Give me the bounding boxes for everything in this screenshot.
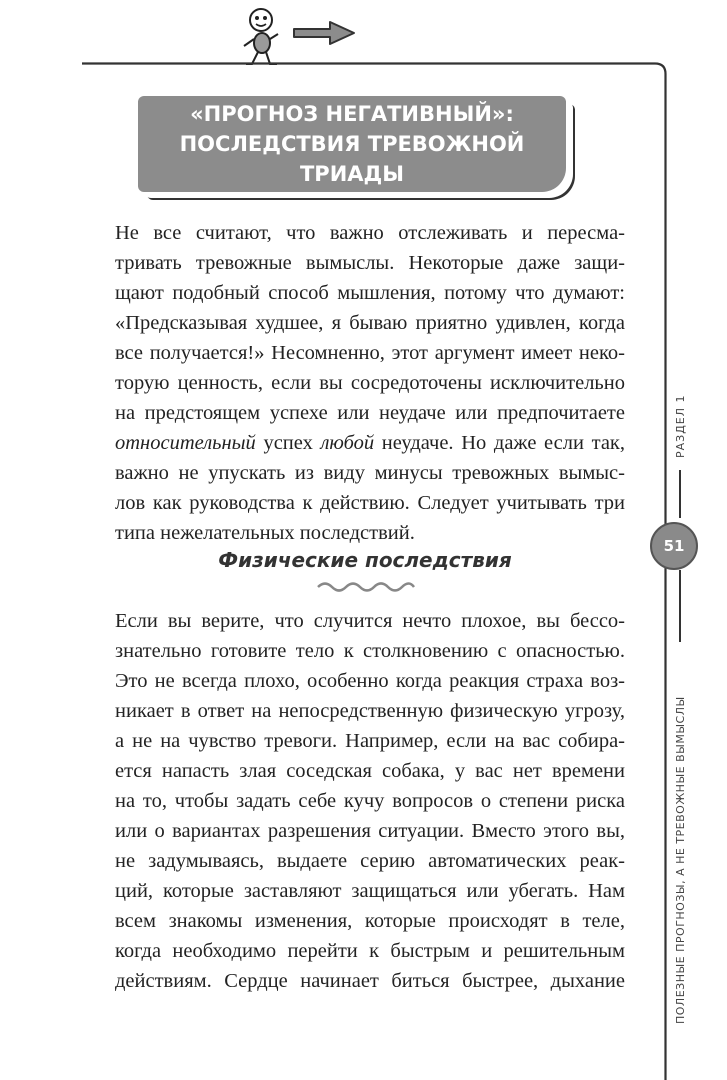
text-line: торую ценность, если вы сосредоточены исключительно [115, 372, 625, 394]
section-heading: Физические последствия [218, 548, 512, 572]
text-line: Не все считают, что важно отслеживать и пересма- [115, 222, 625, 244]
text-line: никает в ответ на непосредственную физическую угрозу, [115, 700, 625, 722]
text-line: важно не упускать из виду минусы тревожных вымыс- [115, 462, 625, 484]
text-line: тривать тревожные вымыслы. Некоторые даже защи- [115, 252, 625, 274]
wavy-divider-icon [316, 578, 416, 594]
text-line: на то, чтобы задать себе кучу вопросов о степени риска [115, 790, 625, 812]
chapter-title-line: ПОСЛЕДСТВИЯ ТРЕВОЖНОЙ [179, 132, 525, 156]
text-line: все получается!» Несомненно, этот аргумент имеет неко- [115, 342, 625, 364]
text-line: знательно готовите тело к столкновению с опасностью. [115, 640, 625, 662]
text-line: на предстоящем успехе или неудаче или предпочитаете [115, 402, 625, 424]
side-rule [679, 570, 681, 642]
chapter-title-box [138, 96, 566, 192]
section-paragraph [115, 606, 625, 996]
page-number-badge [650, 522, 698, 570]
text-fragment: неудаче. Но даже если так, [374, 432, 625, 454]
chapter-title-line: ТРИАДЫ [299, 162, 404, 186]
text-line: Это не всегда плохо, особенно когда реакция страха воз- [115, 670, 625, 692]
text-line: когда необходимо перейти к быстрым и решительным [115, 940, 625, 962]
text-line: щают подобный способ мышления, потому что думают: [115, 282, 625, 304]
text-line: а не на чувство тревоги. Например, если на вас собира- [115, 730, 625, 752]
text-line: ется напасть злая соседская собака, у вас нет времени [115, 760, 625, 782]
page-number: 51 [663, 537, 685, 555]
emphasis-word: относительный [115, 432, 256, 454]
side-rule [679, 470, 681, 518]
text-line: «Предсказывая худшее, я бываю приятно удивлен, когда [115, 312, 625, 334]
emphasis-word: любой [320, 432, 375, 454]
text-line: Если вы верите, что случится нечто плохое, вы бессо- [115, 610, 625, 632]
pointing-arrow-icon [290, 18, 360, 48]
section-label: РАЗДЕЛ 1 [674, 394, 687, 458]
text-line: не задумываясь, выдаете серию автоматических реак- [115, 850, 625, 872]
text-line: типа нежелательных последствий. [115, 522, 415, 544]
text-line: или о вариантах разрешения ситуации. Вместо этого вы, [115, 820, 625, 842]
text-line: ций, которые заставляют защищаться или убегать. Нам [115, 880, 625, 902]
book-title-label: ПОЛЕЗНЫЕ ПРОГНОЗЫ, А НЕ ТРЕВОЖНЫЕ ВЫМЫСЛЫ [674, 696, 687, 1024]
chapter-title-line: «ПРОГНОЗ НЕГАТИВНЫЙ»: [190, 102, 514, 126]
intro-paragraph [115, 218, 625, 548]
text-line: всем знакомы изменения, которые происходят в теле, [115, 910, 625, 932]
text-line: лов как руководства к действию. Следует учитывать три [115, 492, 625, 514]
text-line: действиям. Сердце начинает биться быстрее, дыхание [115, 970, 625, 992]
stick-figure-icon [232, 6, 292, 68]
text-line-emphasis [115, 428, 625, 458]
text-fragment: успех [255, 432, 321, 454]
